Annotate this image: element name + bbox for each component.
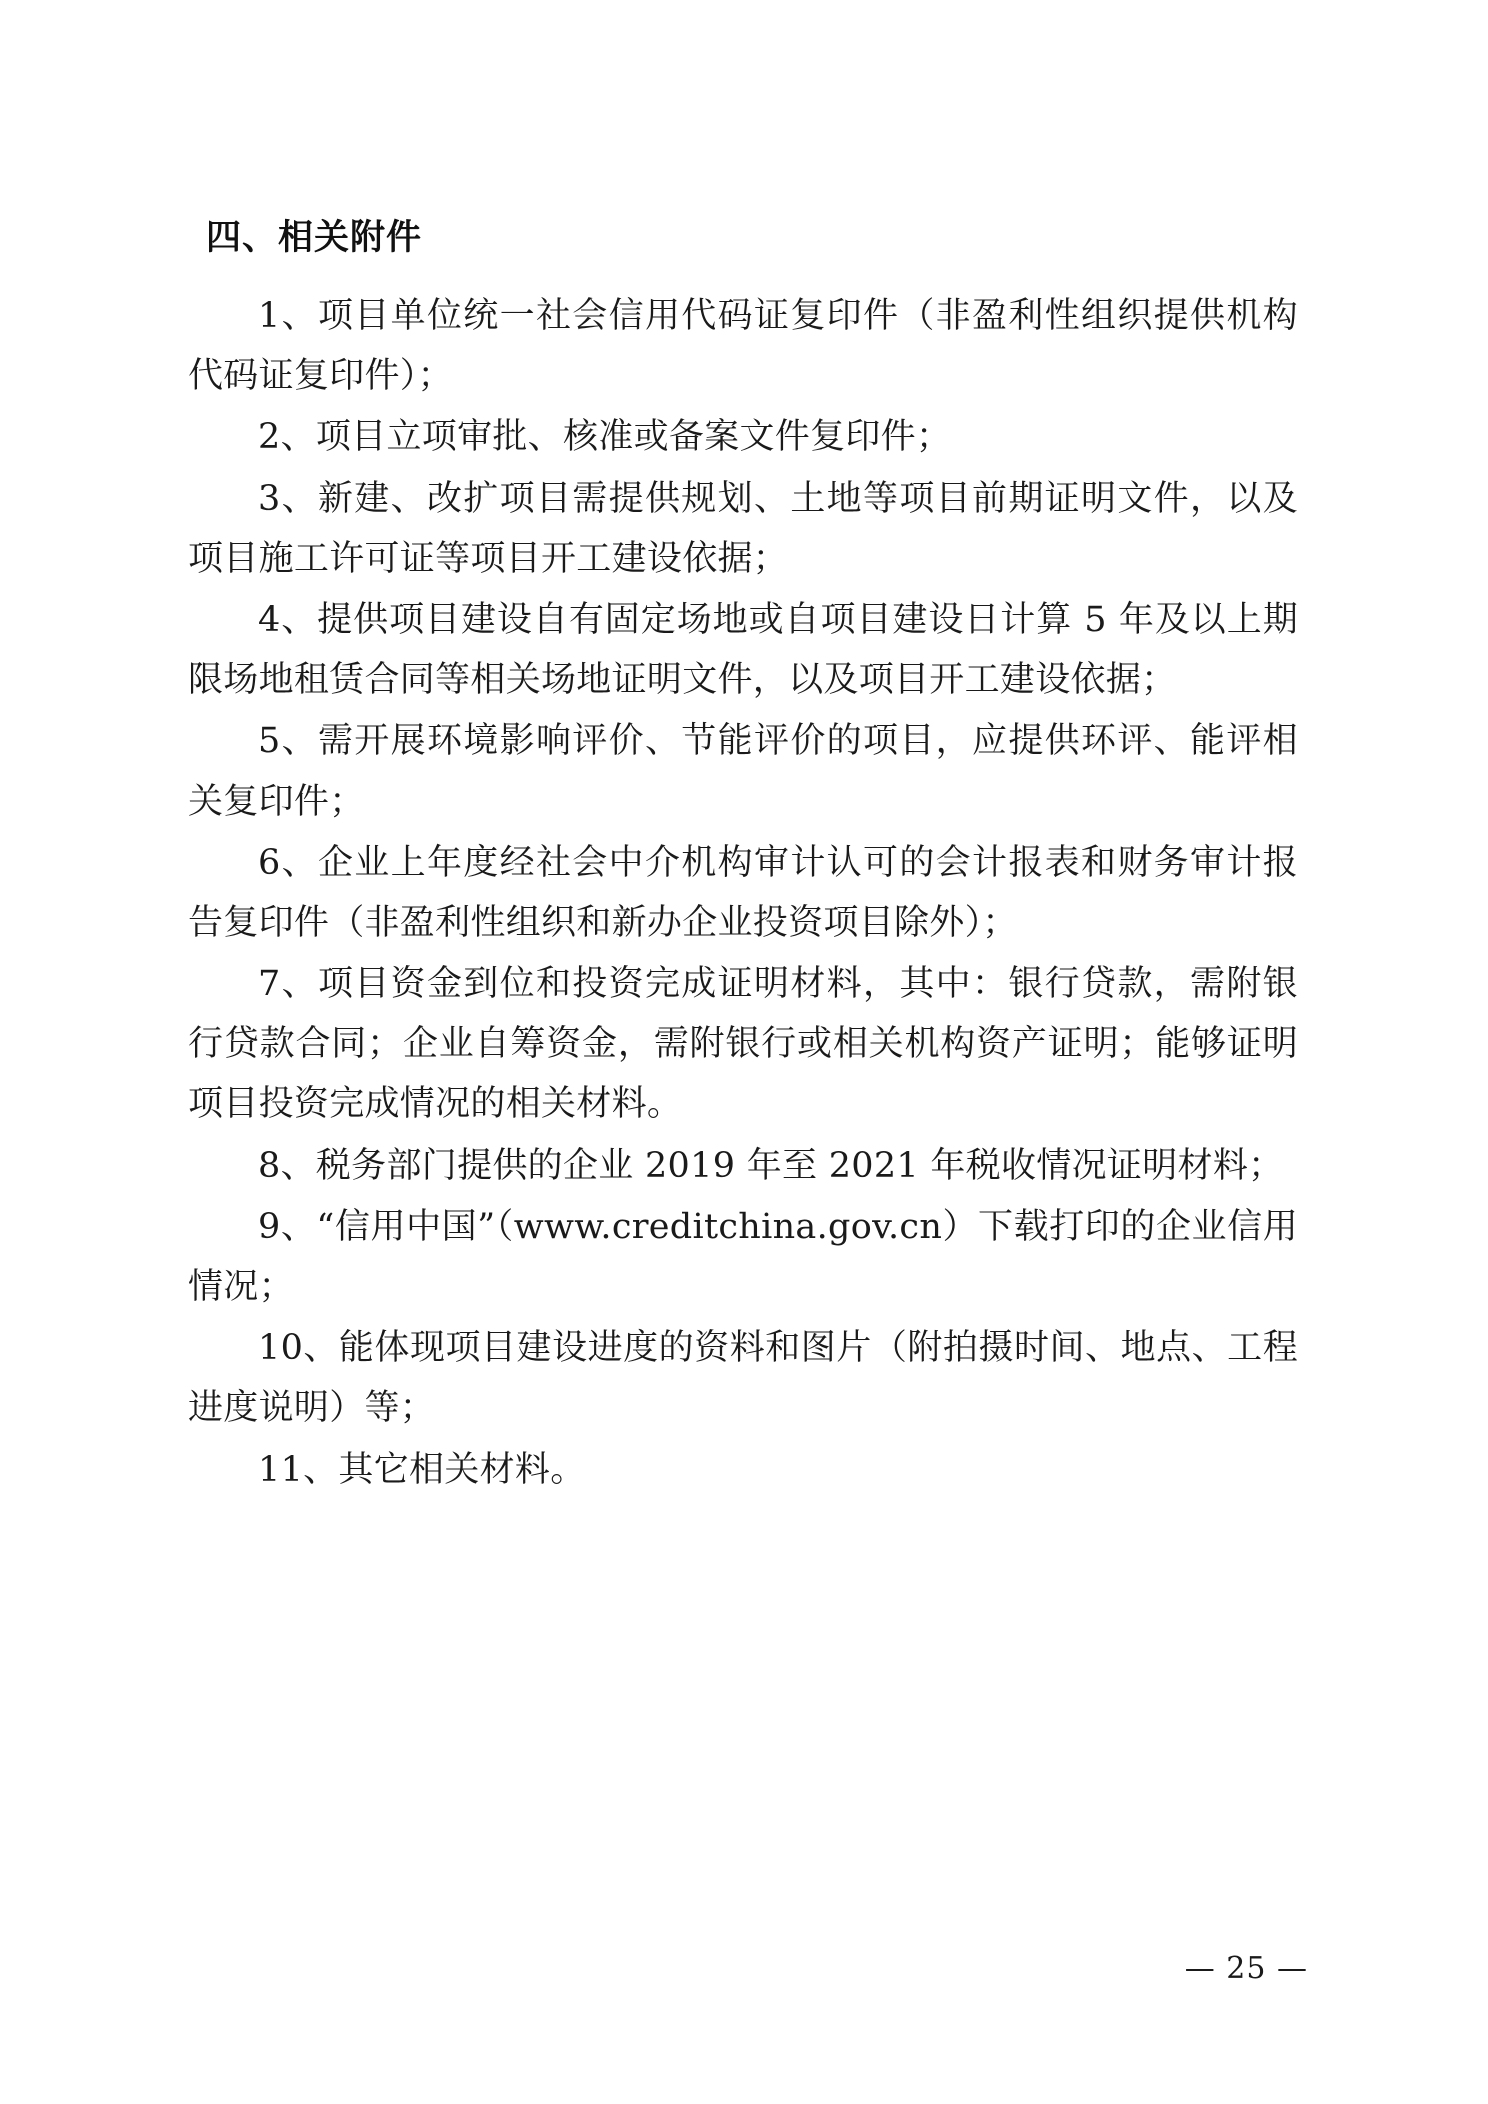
list-item: 6、企业上年度经社会中介机构审计认可的会计报表和财务审计报告复印件（非盈利性组织和新办企业投资项目除外）； [188, 842, 1298, 943]
list-item: 1、项目单位统一社会信用代码证复印件（非盈利性组织提供机构代码证复印件）； [188, 296, 1298, 397]
page-number: — 25 — [1184, 1951, 1308, 1986]
list-item: 10、能体现项目建设进度的资料和图片（附拍摄时间、地点、工程进度说明）等； [188, 1328, 1298, 1429]
list-item: 8、税务部门提供的企业 2019 年至 2021 年税收情况证明材料； [258, 1145, 1284, 1186]
list-item: 7、项目资金到位和投资完成证明材料，其中：银行贷款，需附银行贷款合同；企业自筹资金，需附银行或相关机构资产证明；能够证明项目投资完成情况的相关材料。 [188, 964, 1298, 1125]
list-item: 5、需开展环境影响评价、节能评价的项目，应提供环评、能评相关复印件； [188, 721, 1298, 822]
list-item: 3、新建、改扩项目需提供规划、土地等项目前期证明文件，以及项目施工许可证等项目开工建设依据； [188, 478, 1298, 579]
section-title: 四、相关附件 [206, 218, 423, 258]
list-item: 4、提供项目建设自有固定场地或自项目建设日计算 5 年及以上期限场地租赁合同等相关场地证明文件，以及项目开工建设依据； [188, 599, 1298, 701]
list-item: 9、“信用中国”（www.creditchina.gov.cn）下载打印的企业信用情况； [188, 1206, 1298, 1307]
list-item: 11、其它相关材料。 [258, 1449, 586, 1490]
list-item: 2、项目立项审批、核准或备案文件复印件； [258, 417, 952, 458]
document-body [188, 210, 1298, 1501]
